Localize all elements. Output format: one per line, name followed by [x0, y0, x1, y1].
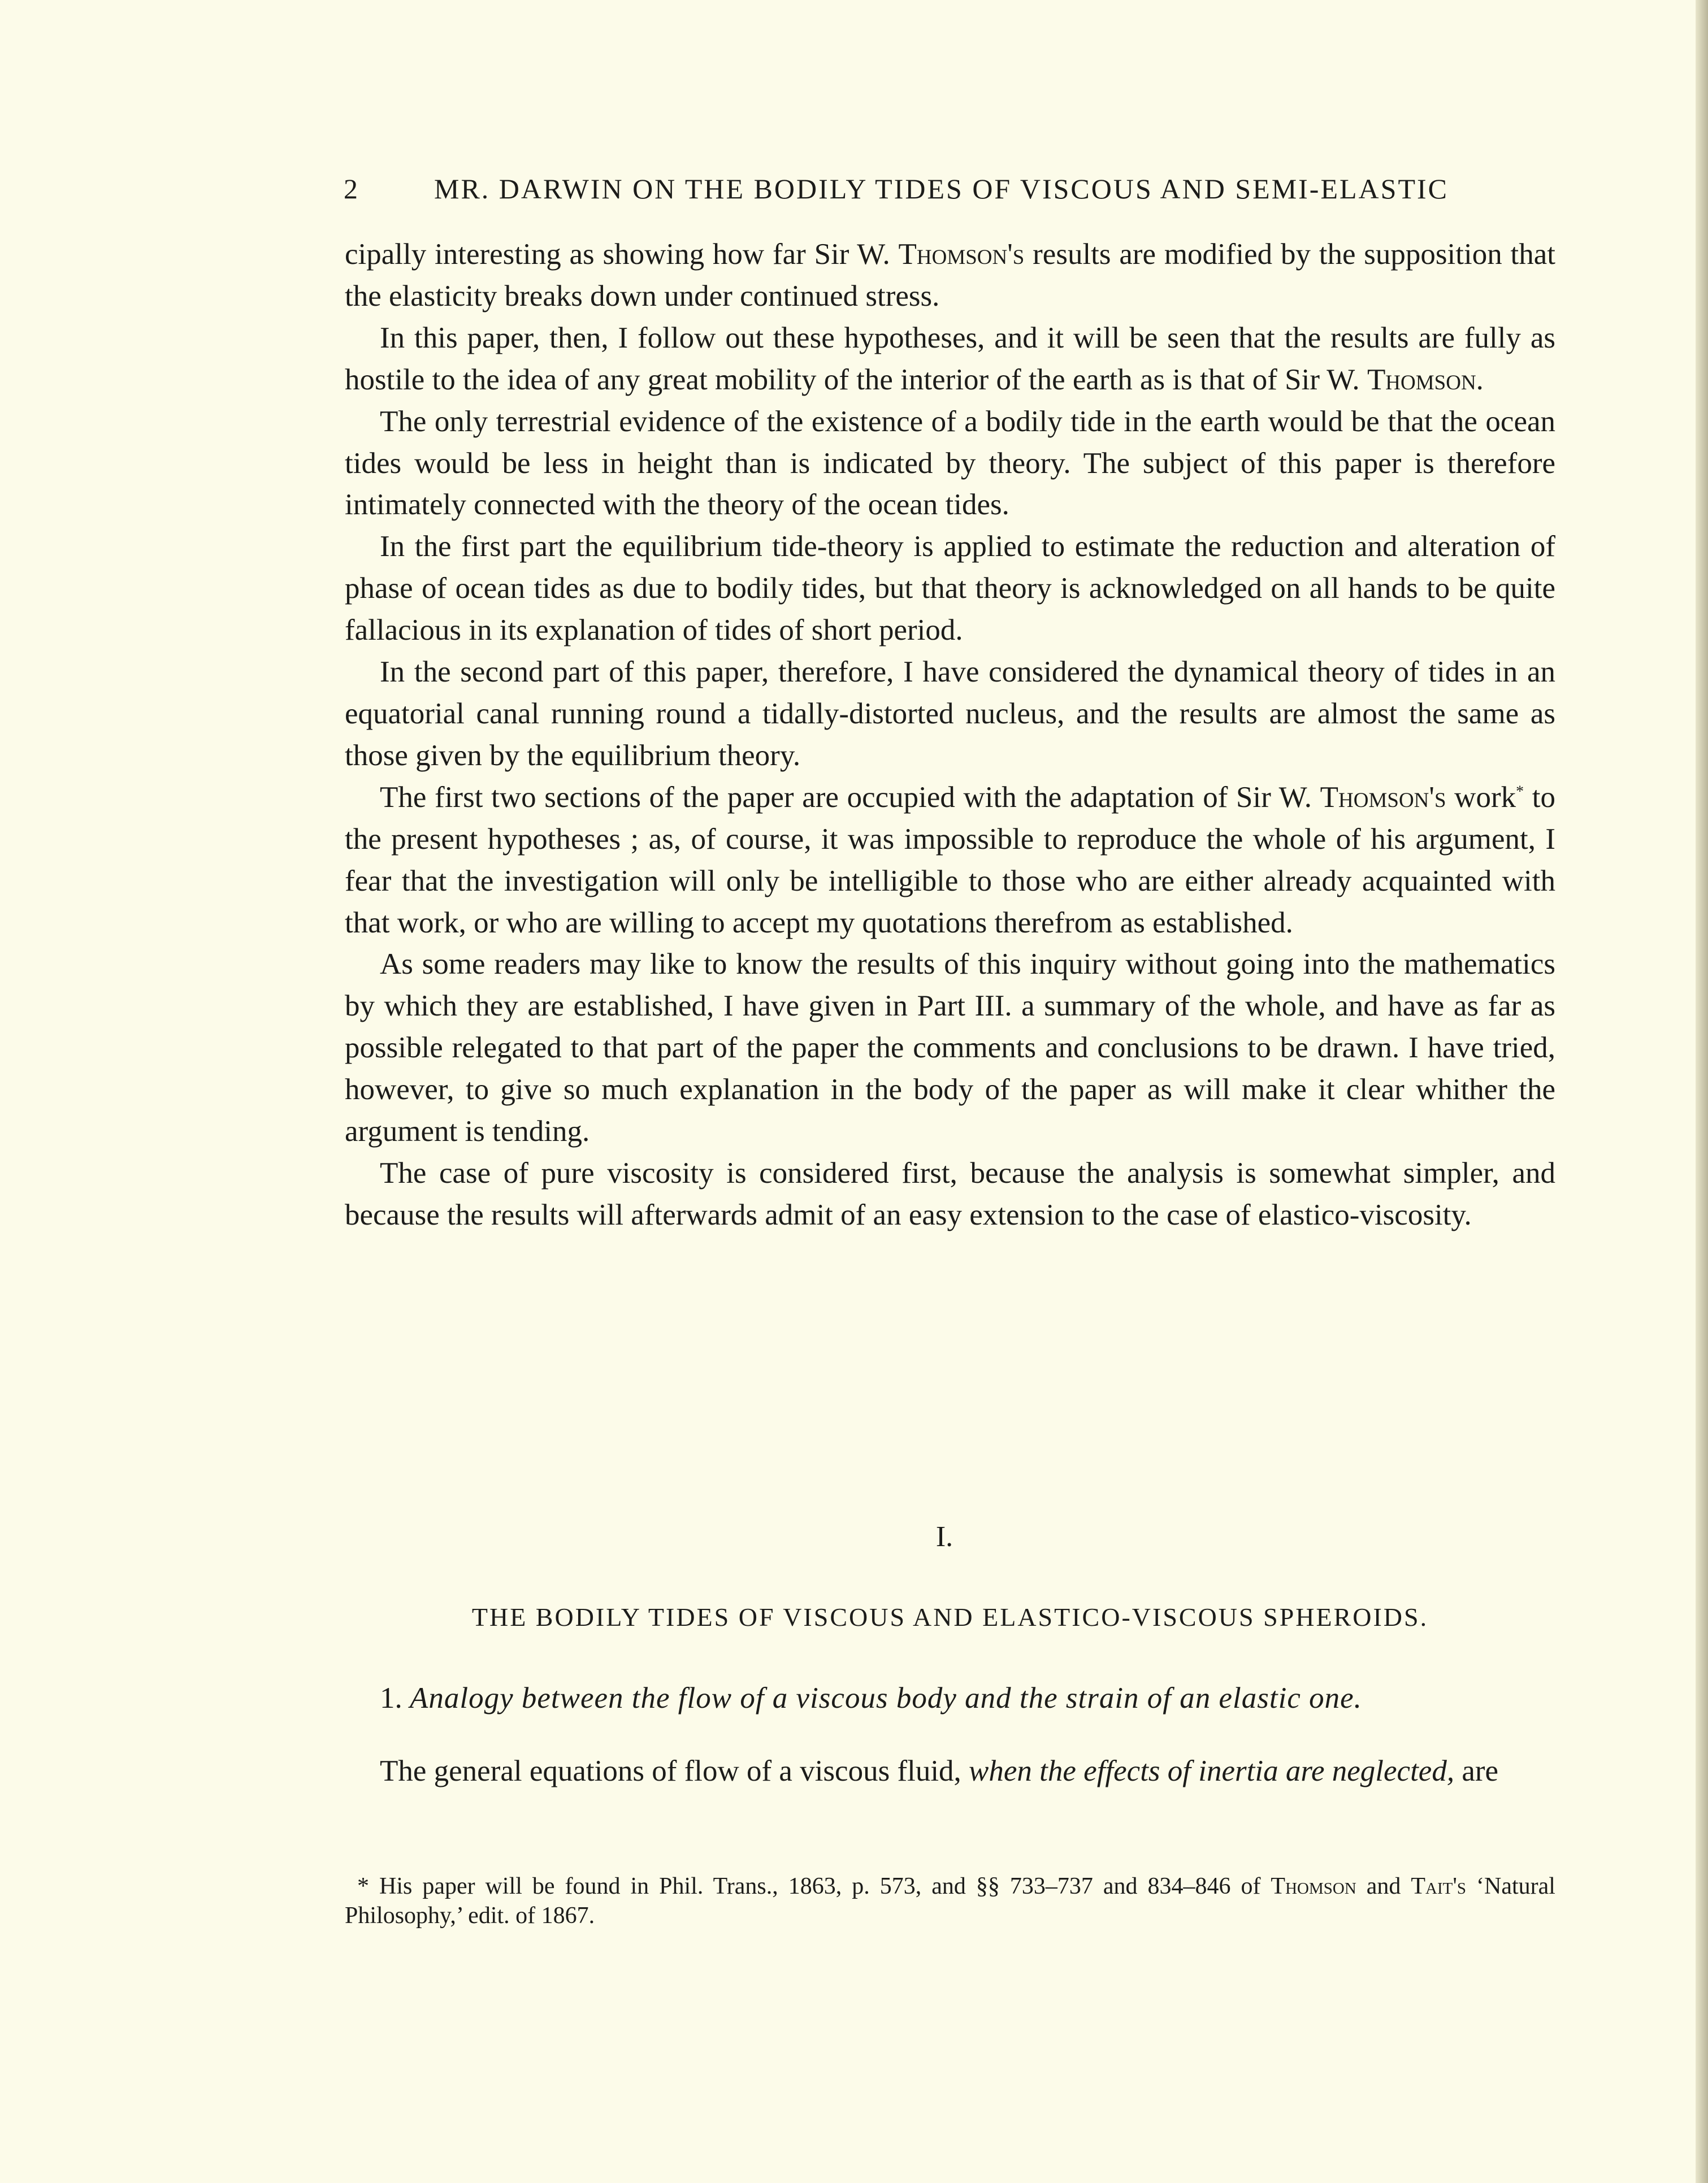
paragraph	[345, 318, 1555, 401]
running-header	[344, 172, 1559, 205]
section-number: I.	[935, 1521, 953, 1553]
text: The general equations of flow of a viscous fluid,	[380, 1755, 969, 1787]
text: ‘Natural Philosophy,’ edit. of 1867.	[345, 1873, 1555, 1929]
text: are	[1454, 1755, 1499, 1787]
paragraph	[345, 1751, 1555, 1793]
footnote-marker: *	[1516, 783, 1524, 801]
running-title: MR. DARWIN ON THE BODILY TIDES OF VISCOUS AND SEMI-ELASTIC	[434, 173, 1449, 205]
text: to the present hypotheses ; as, of course, it was impossible to reproduce the whole of his argument, I fear that the investigation will only be intelligible to those who are either already acquainted with that work, or who are willing to accept my quotations therefrom as established.	[345, 780, 1555, 939]
subsection-title: Analogy between the flow of a viscous body and the strain of an elastic one.	[410, 1682, 1362, 1715]
text: cipally interesting as showing how far Sir W.	[345, 238, 899, 271]
small-caps-name: Thomson's	[1320, 780, 1446, 814]
paragraph: In the first part the equilibrium tide-theory is applied to estimate the reduction and alteration of phase of ocean tides as due to bodily tides, but that theory is acknowledged on all hands to be quite fallacious in its explanation of tides of short period.	[345, 530, 1555, 647]
paragraph	[345, 777, 1555, 944]
text: results are modified by the supposition that the elasticity breaks down under continued stress.	[345, 238, 1556, 313]
page-number: 2	[344, 173, 359, 205]
text: work	[1446, 780, 1516, 814]
paragraph	[345, 234, 1555, 318]
small-caps-name: Thomson	[1271, 1873, 1356, 1899]
paragraph: The only terrestrial evidence of the existence of a bodily tide in the earth would be that the ocean tides would be less in height than is indicated by theory. The subject of this paper is therefore intimately connected with the theory of the ocean tides.	[345, 405, 1555, 522]
page-edge	[1696, 0, 1708, 2183]
text: In this paper, then, I follow out these hypotheses, and it will be seen that the results are fully as hostile to the idea of any great mobility of the interior of the earth as is that of Sir W.	[345, 321, 1555, 396]
small-caps-name: Tait's	[1411, 1873, 1467, 1899]
text: The first two sections of the paper are occupied with the adaptation of Sir W.	[380, 780, 1320, 814]
italic-text: when the effects of inertia are neglected,	[969, 1755, 1455, 1787]
small-caps-name: Thomson.	[1367, 363, 1484, 396]
text: His paper will be found in Phil. Trans., 1863, p. 573, and §§ 733–737 and 834–846 of	[369, 1873, 1271, 1899]
footnote	[345, 1872, 1555, 1930]
subsection-number: 1.	[380, 1682, 402, 1715]
paragraph: In the second part of this paper, therefore, I have considered the dynamical theory of tides in an equatorial canal running round a tidally-distorted nucleus, and the results are almost the same as those given by the equilibrium theory.	[345, 656, 1555, 772]
small-caps-name: Thomson's	[898, 238, 1025, 271]
subsection-heading	[380, 1681, 1362, 1715]
footnote-marker: *	[357, 1873, 369, 1899]
paragraph: The case of pure viscosity is considered first, because the analysis is somewhat simpler, and because the results will afterwards admit of an easy extension to the case of elastico-viscosity.	[345, 1156, 1555, 1231]
paragraph: As some readers may like to know the results of this inquiry without going into the mathematics by which they are established, I have given in Part III. a summary of the whole, and have as far as possible relegated to that part of the paper the comments and conclusions to be drawn. I have tried, however, to give so much explanation in the body of the paper as will make it clear whither the argument is tending.	[345, 948, 1555, 1148]
body-text	[345, 234, 1555, 1236]
text: and	[1356, 1873, 1411, 1899]
section-title: THE BODILY TIDES OF VISCOUS AND ELASTICO-VISCOUS SPHEROIDS.	[471, 1603, 1429, 1631]
